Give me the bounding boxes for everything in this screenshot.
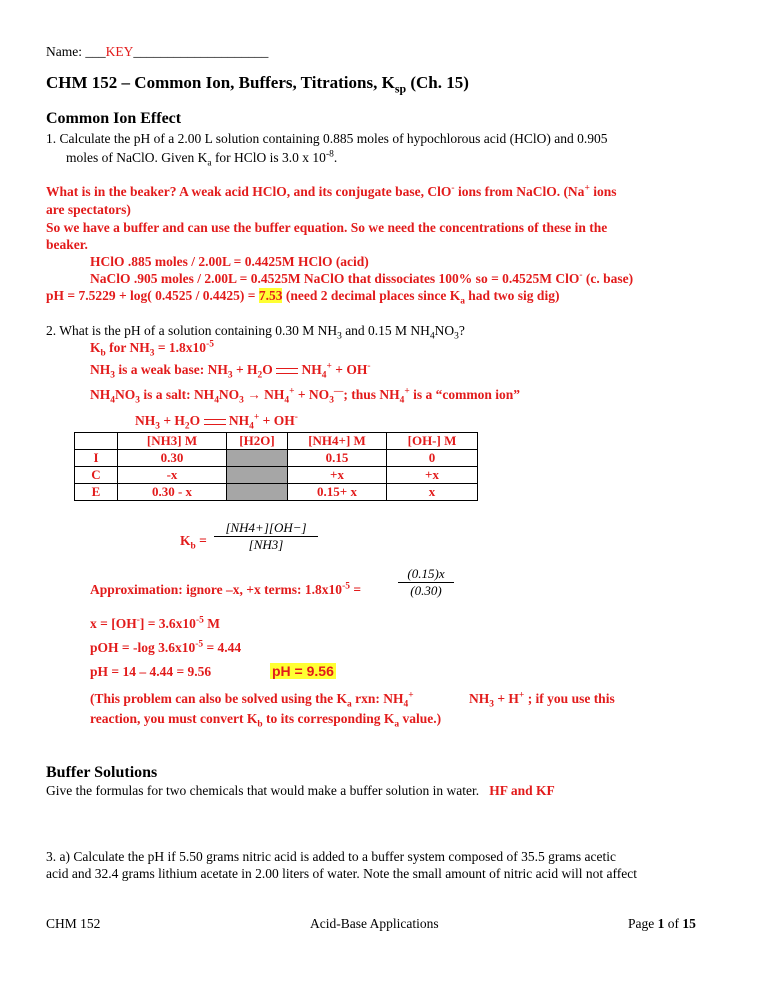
name-line bbox=[46, 44, 268, 60]
ph-final-highlight: pH = 9.56 bbox=[272, 663, 334, 679]
table-cell: +x bbox=[387, 467, 478, 484]
section-heading-buffer: Buffer Solutions bbox=[46, 764, 158, 781]
approx-denominator: (0.30) bbox=[398, 582, 454, 599]
table-cell: 0 bbox=[387, 450, 478, 467]
ph-answer-highlight: 7.53 bbox=[258, 288, 283, 303]
kb-denominator: [NH3] bbox=[214, 536, 318, 553]
table-cell: 0.15+ x bbox=[288, 484, 387, 501]
table-cell-gray bbox=[227, 450, 288, 467]
answer-line2: are spectators) bbox=[46, 202, 131, 217]
table-header-cell: [NH3] M bbox=[118, 433, 227, 450]
table-header-cell: [NH4+] M bbox=[288, 433, 387, 450]
q1-line1: 1. Calculate the pH of a 2.00 L solution containing 0.885 moles of hypochlorous acid (HClO) and 0.905 bbox=[46, 131, 608, 146]
ice-table bbox=[74, 432, 478, 501]
row-label: I bbox=[75, 450, 118, 467]
table-cell: x bbox=[387, 484, 478, 501]
table-row bbox=[75, 450, 478, 467]
approx-fraction bbox=[398, 566, 454, 599]
footer-page-number: Page 1 of 15 bbox=[628, 916, 696, 931]
q2-reaction: $NH_3 + H_2O$ $NH_4^+ + OH^-$ bbox=[135, 412, 298, 432]
q1-line2: moles of NaClO. Given $K_a$ for HClO is 3.0 x $10^{-8}$. bbox=[66, 149, 338, 169]
answer-line6: NaClO .905 moles / 2.00L = 0.4525M NaClO that dissociates 100% so = 0.4525M ClO- (c. base) bbox=[90, 270, 634, 286]
kb-numerator: [NH4+][OH−] bbox=[225, 520, 307, 535]
answer-line1: What is in the beaker? A weak acid HClO, and its conjugate base, ClO- ions from NaClO. (Na+ ions bbox=[46, 183, 617, 199]
q2-kb: $K_b$ for $NH_3 = 1.8x10^{-5}$ bbox=[90, 339, 214, 359]
table-header-cell bbox=[75, 433, 118, 450]
answer-line5: HClO .885 moles / 2.00L = 0.4425M HClO (acid) bbox=[90, 254, 369, 269]
q3-line1: 3. a) Calculate the pH if 5.50 grams nitric acid is added to a buffer system composed of 35.5 grams acetic bbox=[46, 849, 616, 864]
row-label: E bbox=[75, 484, 118, 501]
page-title: CHM 152 – Common Ion, Buffers, Titrations, $K_{sp}$ (Ch. 15) bbox=[46, 73, 469, 96]
equilibrium-arrow-icon bbox=[276, 366, 298, 376]
footer-center: Acid-Base Applications bbox=[310, 916, 439, 931]
answer-line7: pH = 7.5229 + log( 0.4525 / 0.4425) = 7.53 (need 2 decimal places since $K_a$ had two sig dig) bbox=[46, 288, 560, 307]
footer-left: CHM 152 bbox=[46, 916, 101, 931]
buffer-prompt: Give the formulas for two chemicals that would make a buffer solution in water. HF and KF bbox=[46, 783, 555, 798]
kb-fraction bbox=[214, 520, 318, 553]
table-cell: 0.30 bbox=[118, 450, 227, 467]
table-cell: +x bbox=[288, 467, 387, 484]
table-row bbox=[75, 484, 478, 501]
poh-line: pOH = -log $3.6x10^{-5} = 4.44$ bbox=[90, 639, 242, 655]
table-header-cell: [H2O] bbox=[227, 433, 288, 450]
x-value-line: $x = [OH^-] = 3.6x10^{-5}$ M bbox=[90, 615, 220, 631]
alternative-line2: reaction, you must convert $K_b$ to its corresponding $K_a$ value.) bbox=[90, 711, 442, 730]
table-header-row bbox=[75, 433, 478, 450]
table-cell-gray bbox=[227, 467, 288, 484]
q2-question: 2. What is the pH of a solution containing 0.30 M $NH_3$ and 0.15 M $NH_4NO_3$? bbox=[46, 323, 465, 342]
table-row bbox=[75, 467, 478, 484]
ph-line: pH = 14 – 4.44 = 9.56 bbox=[90, 664, 212, 679]
equilibrium-arrow-icon bbox=[204, 417, 226, 427]
name-label: Name: ___ bbox=[46, 44, 106, 59]
name-key: KEY bbox=[105, 44, 134, 59]
table-cell: 0.15 bbox=[288, 450, 387, 467]
buffer-answer: HF and KF bbox=[489, 783, 555, 798]
answer-line3: So we have a buffer and can use the buffer equation. So we need the concentrations of these in the bbox=[46, 220, 608, 235]
approx-numerator: (0.15)x bbox=[407, 566, 445, 581]
answer-line4: beaker. bbox=[46, 237, 88, 252]
table-cell: 0.30 - x bbox=[118, 484, 227, 501]
table-cell-gray bbox=[227, 484, 288, 501]
name-tail: ____________________ bbox=[133, 44, 269, 59]
q2-weak-base: $NH_3$ is a weak base: $NH_3 + H_2O$ $NH_4^+ + OH^-$ bbox=[90, 361, 371, 381]
table-header-cell: [OH-] M bbox=[387, 433, 478, 450]
approximation-line: Approximation: ignore –x, +x terms: $1.8x10^{-5}$ = bbox=[90, 581, 362, 597]
q2-salt: $NH_4NO_3$ is a salt: $NH_4NO_3 \to NH_4^+ + NO_3^—$; thus $NH_4^+$ is a “common ion” bbox=[90, 386, 520, 406]
alternative-line1: (This problem can also be solved using the $K_a$ rxn: $NH_4^+$ $NH_3 + H^+$ ; if you use this bbox=[90, 690, 615, 710]
section-heading-common-ion: Common Ion Effect bbox=[46, 110, 182, 127]
row-label: C bbox=[75, 467, 118, 484]
q3-line2: acid and 32.4 grams lithium acetate in 2.00 liters of water. Note the small amount of nitric acid will not affect bbox=[46, 866, 637, 881]
kb-expression-label: $K_b$ = bbox=[180, 533, 207, 552]
table-cell: -x bbox=[118, 467, 227, 484]
